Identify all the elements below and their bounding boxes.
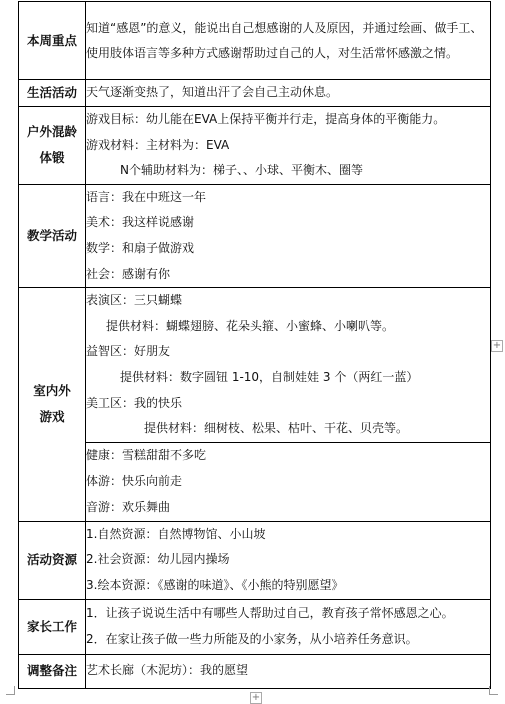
row-focus [19, 2, 491, 80]
outdoor-cell [86, 107, 491, 185]
row-games-areas [19, 288, 491, 443]
puzzle-area: 益智区：好朋友 [86, 344, 171, 359]
focus-cell [86, 2, 491, 80]
header-games [19, 288, 86, 522]
life-cell [86, 80, 491, 107]
resource-item: 3.绘本资源：《感谢的味道》、《小熊的特别愿望》 [86, 578, 344, 593]
outdoor-aux-material: N个辅助材料为：梯子、、小球、平衡木、圈等 [120, 163, 363, 178]
outdoor-game: 健康：雪糕甜甜不多吃 [86, 448, 207, 463]
corner-mark-icon [489, 686, 498, 695]
row-games-outdoor [19, 442, 491, 521]
corner-mark-icon [6, 686, 15, 695]
puzzle-material: 提供材料：数字圆钮 1-10，自制娃娃 3 个（两红一蓝） [120, 369, 419, 384]
header-life: 生活活动 [19, 80, 86, 107]
focus-text: 知道“感恩”的意义，能说出自己想感谢的人及原因，并通过绘画、做手工、使用肢体语言等多种方式感谢帮助过自己的人，对生活常怀感激之情。 [86, 20, 483, 60]
resource-item: 2.社会资源：幼儿园内操场 [86, 552, 230, 567]
table-expand-icon[interactable]: + [492, 340, 502, 351]
life-text: 天气逐渐变热了，知道出汗了会自己主动休息。 [86, 85, 339, 100]
header-outdoor-line-2: 体锻 [39, 150, 65, 166]
row-resources [19, 521, 491, 599]
parents-cell [86, 599, 491, 654]
teaching-item: 数学：和扇子做游戏 [86, 240, 195, 255]
header-focus: 本周重点 [19, 2, 86, 80]
header-teaching: 教学活动 [19, 184, 86, 287]
row-parents [19, 599, 491, 654]
teaching-cell [86, 184, 491, 287]
notes-text: 艺术长廊（木泥坊）：我的愿望 [86, 663, 249, 678]
header-resources: 活动资源 [19, 521, 86, 599]
resources-cell [86, 521, 491, 599]
outdoor-game: 体游：快乐向前走 [86, 473, 183, 488]
table-add-row-icon[interactable]: + [251, 692, 261, 703]
row-notes [19, 654, 491, 688]
teaching-item: 社会：感谢有你 [86, 266, 171, 281]
outdoor-goal: 游戏目标：幼儿能在EVA上保持平衡并行走，提高身体的平衡能力。 [86, 112, 446, 126]
row-outdoor [19, 107, 491, 185]
outdoor-material: 游戏材料：主材料为：EVA [86, 137, 230, 152]
art-area: 美工区：我的快乐 [86, 395, 183, 410]
parent-item: 1．让孩子说说生活中有哪些人帮助过自己，教育孩子常怀感恩之心。 [86, 606, 454, 621]
header-outdoor-line-1: 户外混龄 [26, 124, 77, 140]
art-material: 提供材料：细树枝、松果、枯叶、干花、贝壳等。 [144, 421, 409, 436]
notes-cell [86, 654, 491, 688]
resource-item: 1.自然资源：自然博物馆、小山坡 [86, 526, 266, 541]
perf-material: 提供材料：蝴蝶翅膀、花朵头箍、小蜜蜂、小喇叭等。 [106, 318, 395, 333]
perf-area: 表演区：三只蝴蝶 [86, 293, 183, 308]
header-games-line-1: 室内外 [33, 383, 71, 399]
teaching-item: 美术：我这样说感谢 [86, 215, 195, 230]
header-games-line-2: 游戏 [39, 409, 65, 425]
header-notes: 调整备注 [19, 654, 86, 688]
parent-item: 2．在家让孩子做一些力所能及的小家务，从小培养任务意识。 [86, 631, 418, 646]
row-life [19, 80, 491, 107]
header-outdoor [19, 107, 86, 185]
games-areas-cell [86, 288, 491, 443]
games-outdoor-cell [86, 442, 491, 521]
outdoor-game: 音游：欢乐舞曲 [86, 499, 171, 514]
teaching-item: 语言：我在中班这一年 [86, 189, 207, 204]
header-parents: 家长工作 [19, 599, 86, 654]
row-teaching [19, 184, 491, 287]
weekly-plan-table [18, 1, 491, 689]
